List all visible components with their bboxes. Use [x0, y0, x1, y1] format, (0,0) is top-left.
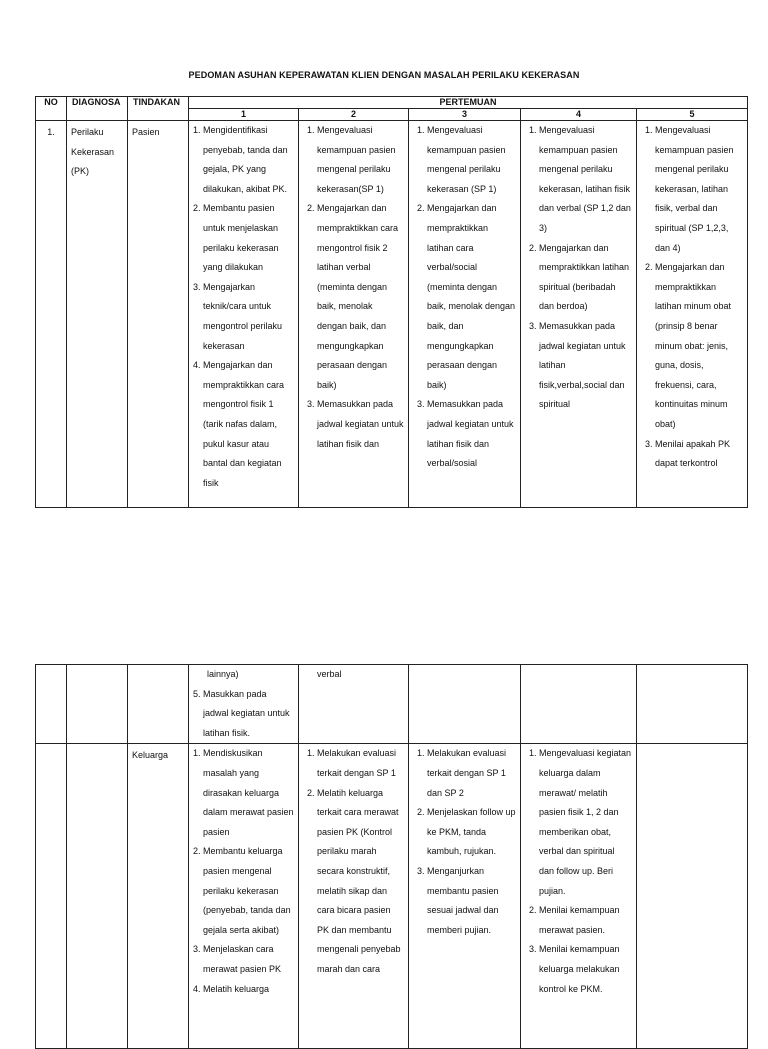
- table-row: [36, 121, 748, 508]
- tindakan-cell: Keluarga: [128, 744, 189, 1049]
- diagnosa-cell: Perilaku Kekerasan (PK): [67, 121, 128, 508]
- meeting-1-cell: [189, 744, 299, 1049]
- meeting-2-cell: [299, 665, 409, 744]
- list-item: 1. Melakukan evaluasi terkait dengan SP 1: [317, 744, 404, 783]
- row-number: 1.: [36, 121, 67, 508]
- list-item: 2. Mengajarkan dan mempraktikkan latihan minum obat (prinsip 8 benar minum obat: jenis, guna, dosis, frekuensi, cara, kontinuitas minum obat): [655, 258, 743, 434]
- table-row: [36, 744, 748, 1049]
- list-item: 2. Membantu keluarga pasien mengenal perilaku kekerasan (penyebab, tanda dan gejala serta akibat): [203, 842, 294, 940]
- care-plan-table: [35, 96, 748, 508]
- list-item: 3. Memasukkan pada jadwal kegiatan untuk latihan fisik,verbal,social dan spiritual: [539, 317, 632, 415]
- list-item: 2. Mengajarkan dan mempraktikkan latihan cara verbal/social (meminta dengan baik, menolak dengan baik, dan mengungkapkan perasaan dengan baik): [427, 199, 516, 395]
- list-item: 2. Mengajarkan dan mempraktikkan cara mengontrol fisik 2 latihan verbal (meminta dengan baik, menolak dengan baik, dan mengungkapkan perasaan dengan baik): [317, 199, 404, 395]
- list-item: 4. Melatih keluarga: [203, 980, 294, 1000]
- list-item: 2. Menilai kemampuan merawat pasien.: [539, 901, 632, 940]
- meeting-3-cell: [409, 744, 521, 1049]
- list-item: 2. Menjelaskan follow up ke PKM, tanda kambuh, rujukan.: [427, 803, 516, 862]
- meeting-1-cell: [189, 665, 299, 744]
- header-meeting-2: 2: [299, 109, 409, 121]
- header-pertemuan: PERTEMUAN: [189, 97, 748, 109]
- list-item: 3. Menganjurkan membantu pasien sesuai jadwal dan memberi pujian.: [427, 862, 516, 940]
- header-meeting-1: 1: [189, 109, 299, 121]
- document-title: PEDOMAN ASUHAN KEPERAWATAN KLIEN DENGAN MASALAH PERILAKU KEKERASAN: [188, 70, 580, 80]
- list-item: 1. Mengevaluasi kemampuan pasien mengenal perilaku kekerasan(SP 1): [317, 121, 404, 199]
- list-item: 3. Mengajarkan teknik/cara untuk mengontrol perilaku kekerasan: [203, 278, 294, 356]
- continued-text: verbal: [317, 669, 342, 679]
- header-tindakan: TINDAKAN: [128, 97, 189, 121]
- list-item: 1. Mengevaluasi kemampuan pasien mengenal perilaku kekerasan, latihan fisik, verbal dan spiritual (SP 1,2,3, dan 4): [655, 121, 743, 258]
- meeting-4-cell: [521, 121, 637, 508]
- header-meeting-3: 3: [409, 109, 521, 121]
- header-no: NO: [36, 97, 67, 121]
- header-meeting-4: 4: [521, 109, 637, 121]
- meeting-1-cell: [189, 121, 299, 508]
- list-item: 2. Melatih keluarga terkait cara merawat pasien PK (Kontrol perilaku marah secara konstruktif, melatih sikap dan cara bicara pasien PK dan membantu mengenali penyebab marah dan cara: [317, 784, 404, 980]
- list-item: 1. Mengevaluasi kemampuan pasien mengenal perilaku kekerasan, latihan fisik dan verbal (SP 1,2 dan 3): [539, 121, 632, 239]
- header-row: [36, 97, 748, 109]
- list-item: 1. Mengevaluasi kemampuan pasien mengenal perilaku kekerasan (SP 1): [427, 121, 516, 199]
- list-item: 1. Melakukan evaluasi terkait dengan SP 1 dan SP 2: [427, 744, 516, 803]
- continued-text: lainnya): [207, 669, 239, 679]
- list-item: 2. Membantu pasien untuk menjelaskan perilaku kekerasan yang dilakukan: [203, 199, 294, 277]
- meeting-4-cell: [521, 744, 637, 1049]
- list-item: 1. Mendiskusikan masalah yang dirasakan keluarga dalam merawat pasien pasien: [203, 744, 294, 842]
- meeting-2-cell: [299, 121, 409, 508]
- care-plan-table-continued: [35, 664, 748, 1049]
- tindakan-cell: Pasien: [128, 121, 189, 508]
- list-item: 3. Menilai apakah PK dapat terkontrol: [655, 435, 743, 474]
- list-item: 1. Mengidentifikasi penyebab, tanda dan gejala, PK yang dilakukan, akibat PK.: [203, 121, 294, 199]
- list-item: 3. Menjelaskan cara merawat pasien PK: [203, 940, 294, 979]
- list-item: 5. Masukkan pada jadwal kegiatan untuk latihan fisik.: [203, 685, 294, 744]
- list-item: 3. Memasukkan pada jadwal kegiatan untuk latihan fisik dan: [317, 395, 404, 454]
- list-item: 1. Mengevaluasi kegiatan keluarga dalam merawat/ melatih pasien fisik 1, 2 dan memberikan obat, verbal dan spiritual dan follow up. Beri pujian.: [539, 744, 632, 901]
- meeting-3-cell: [409, 121, 521, 508]
- header-diagnosa: DIAGNOSA: [67, 97, 128, 121]
- list-item: 3. Menilai kemampuan keluarga melakukan kontrol ke PKM.: [539, 940, 632, 999]
- header-meeting-5: 5: [637, 109, 748, 121]
- meeting-2-cell: [299, 744, 409, 1049]
- table-row: [36, 665, 748, 744]
- list-item: 3. Memasukkan pada jadwal kegiatan untuk latihan fisik dan verbal/sosial: [427, 395, 516, 473]
- list-item: 4. Mengajarkan dan mempraktikkan cara mengontrol fisik 1 (tarik nafas dalam, pukul kasur atau bantal dan kegiatan fisik: [203, 356, 294, 493]
- list-item: 2. Mengajarkan dan mempraktikkan latihan spiritual (beribadah dan berdoa): [539, 239, 632, 317]
- meeting-5-cell: [637, 121, 748, 508]
